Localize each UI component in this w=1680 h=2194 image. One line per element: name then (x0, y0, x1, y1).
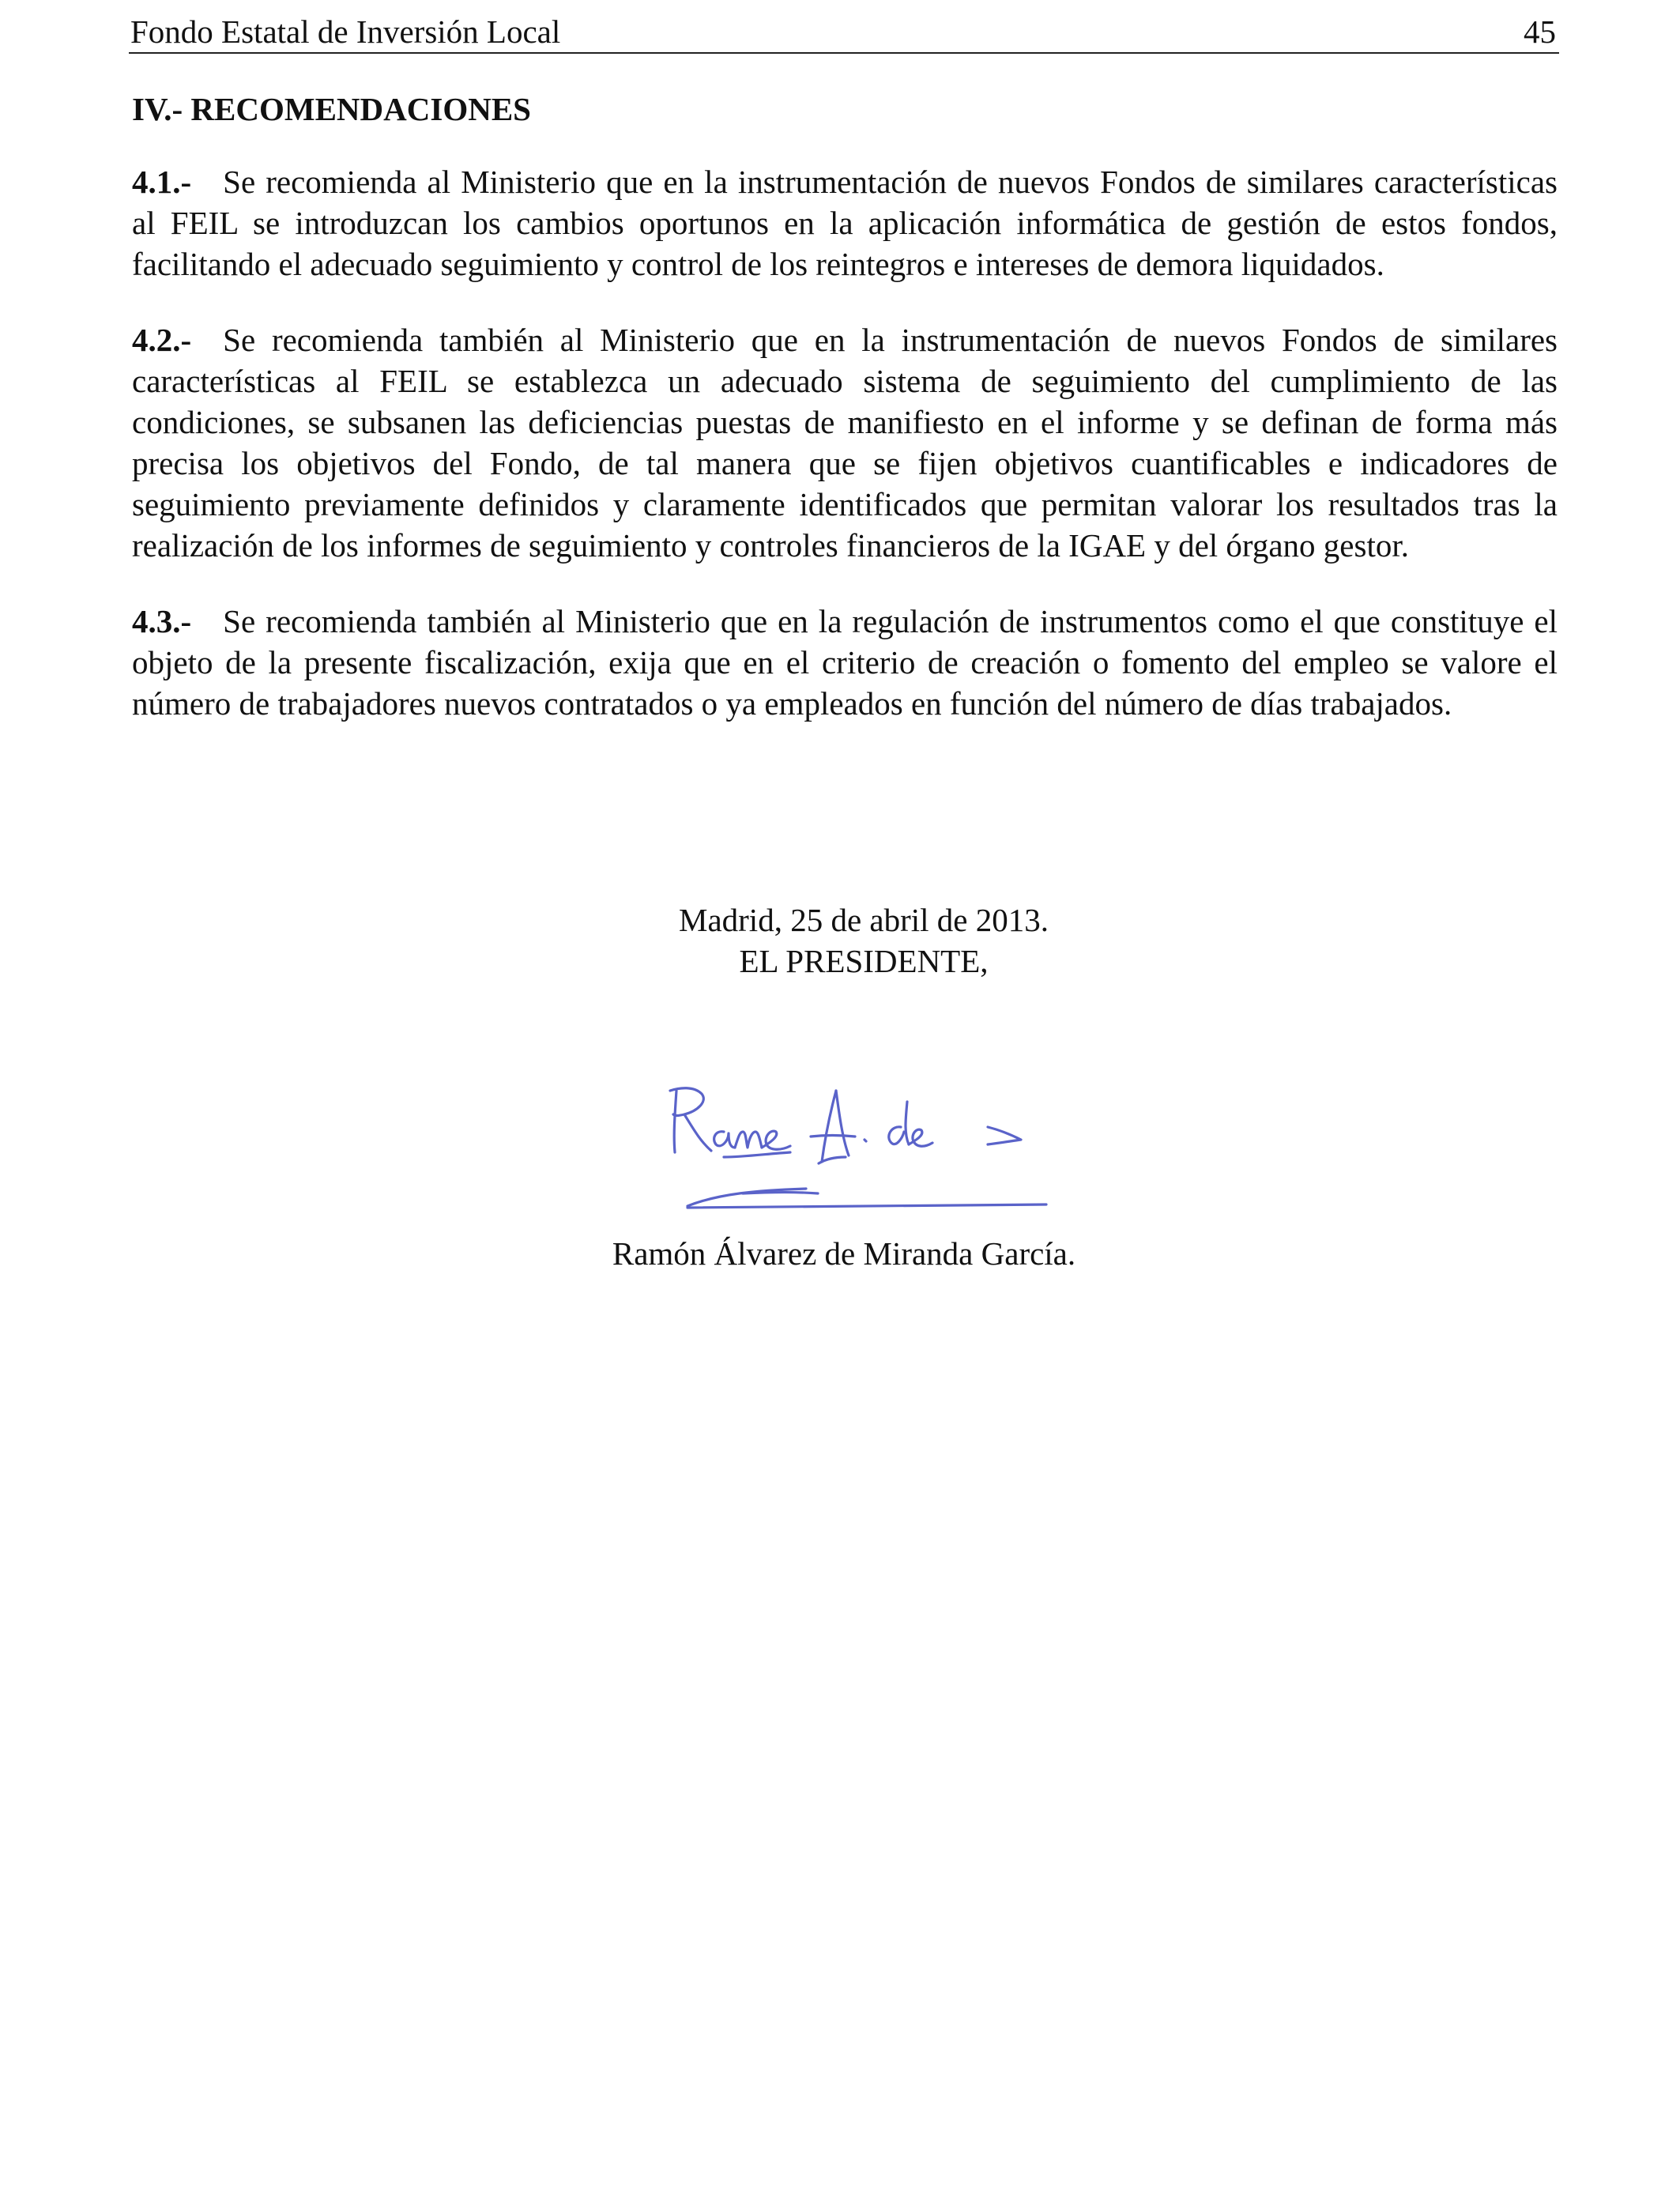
recommendation-number: 4.3.- (132, 603, 192, 639)
recommendation-4-1 (132, 161, 1558, 285)
recommendation-number: 4.2.- (132, 322, 192, 358)
recommendation-4-3 (132, 601, 1558, 724)
recommendation-text: Se recomienda también al Ministerio que en la regulación de instrumentos como el que constituye el objeto de la presente fiscalización, exija que en el criterio de creación o fomento del empleo se valore el número de trabajadores nuevos contratados o ya empleados en función del número de días trabajados. (132, 603, 1558, 722)
recommendation-number: 4.1.- (132, 164, 192, 200)
handwritten-signature (656, 1059, 1067, 1225)
place-date: Madrid, 25 de abril de 2013. (679, 902, 1049, 938)
recommendation-text: Se recomienda al Ministerio que en la instrumentación de nuevos Fondos de similares características al FEIL se introduzcan los cambios oportunos en la aplicación informática de gestión de estos fondos, facilitando el adecuado seguimiento y control de los reintegros e intereses de demora liquidados. (132, 164, 1558, 282)
recommendation-text: Se recomienda también al Ministerio que en la instrumentación de nuevos Fondos de similares características al FEIL se establezca un adecuado sistema de seguimiento del cumplimiento de las condiciones, se subsanen las deficiencias puestas de manifiesto en el informe y se definan de forma más precisa los objetivos del Fondo, de tal manera que se fijen objetivos cuantificables e indicadores de seguimiento previamente definidos y claramente identificados que permitan valorar los resultados tras la realización de los informes de seguimiento y controles financieros de la IGAE y del órgano gestor. (132, 322, 1558, 564)
signer-role: EL PRESIDENTE, (739, 943, 989, 979)
document-body (132, 89, 1558, 724)
signer-name: Ramón Álvarez de Miranda García. (612, 1235, 1076, 1272)
page-header (129, 8, 1559, 54)
recommendation-4-2 (132, 319, 1558, 566)
section-heading: IV.- RECOMENDACIONES (132, 91, 531, 127)
header-title: Fondo Estatal de Inversión Local (130, 13, 561, 50)
page-number: 45 (1524, 13, 1556, 50)
signature-strokes (670, 1088, 1046, 1208)
